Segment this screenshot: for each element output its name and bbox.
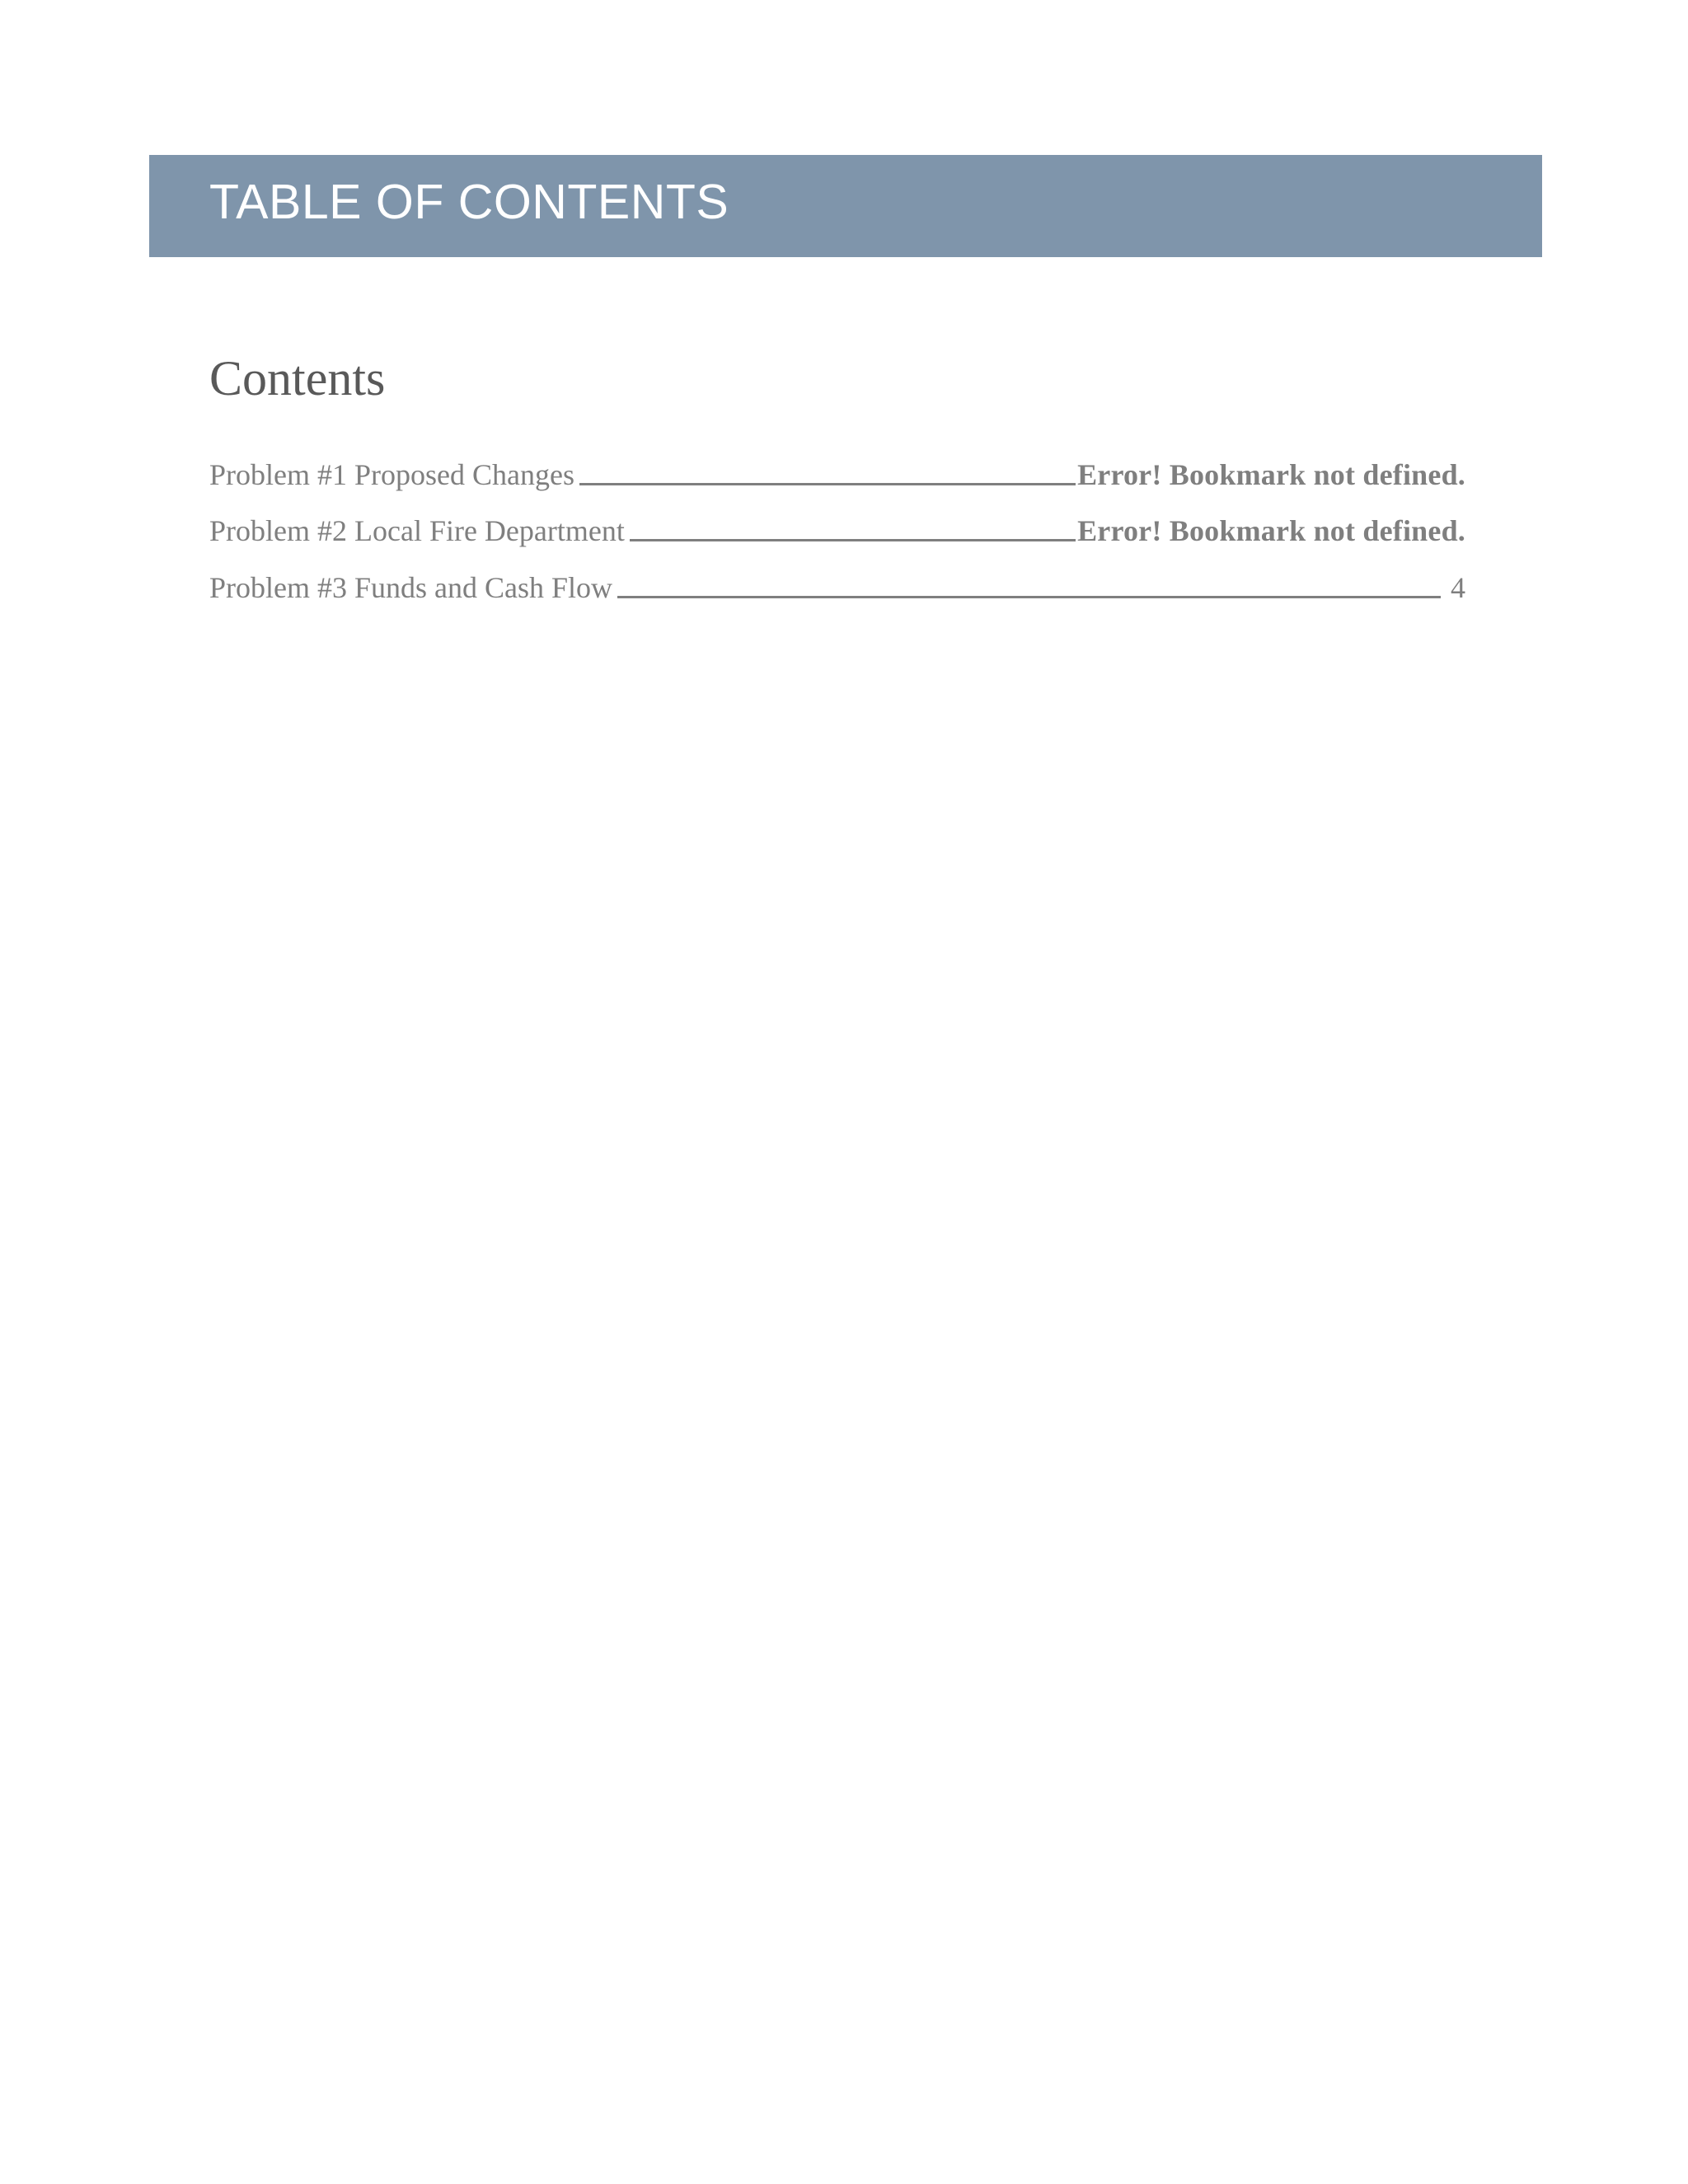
toc-leader-line (617, 593, 1441, 598)
toc-entry-label[interactable]: Problem #3 Funds and Cash Flow (209, 571, 613, 604)
contents-heading: Contents (209, 351, 386, 405)
toc-banner (149, 155, 1542, 257)
toc-leader-line (630, 537, 1076, 541)
toc-entry-problem-3[interactable] (209, 565, 1465, 606)
toc-entry-label[interactable]: Problem #2 Local Fire Department (209, 514, 625, 547)
toc-entry-page-error[interactable]: Error! Bookmark not defined. (1077, 458, 1465, 491)
toc-entry-page-error[interactable]: Error! Bookmark not defined. (1077, 514, 1465, 547)
toc-entry-problem-1[interactable] (209, 452, 1465, 493)
banner-title: TABLE OF CONTENTS (209, 175, 729, 229)
toc-entry-page-number[interactable]: 4 (1451, 571, 1465, 604)
toc-entry-problem-2[interactable] (209, 508, 1465, 549)
toc-leader-line (579, 480, 1076, 485)
toc-entry-label[interactable]: Problem #1 Proposed Changes (209, 458, 574, 491)
